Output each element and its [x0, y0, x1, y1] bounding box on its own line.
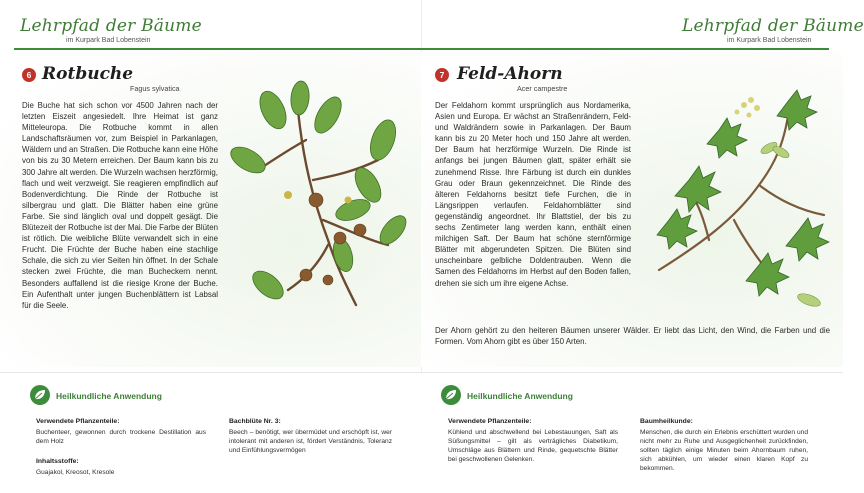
- tree-latin-name: Fagus sylvatica: [130, 84, 180, 93]
- tree-description: Die Buche hat sich schon vor 4500 Jahren nach der letzten Eiszeit angesiedelt. Ihre Heimat ist ganz Mitteleuropa. Die Rotbuche kommt in allen Landschaftsräumen vor, zum Beispiel in Parkanlagen, Wäldern und an Straßen. Die Rotbuche kann eine Höhe von bis zu 30 Metern erreichen. Der Baum kann bis zu 300 Jahre alt werden. Die Wurzeln wachsen herzförmig, flach und weit verzweigt. Sie reagieren empfindlich auf Bodenverdichtung. Die Rinde der Rotbuche ist silbergrau und glatt. Die Blätter haben eine grüne Farbe. Sie sind länglich oval und doppelt gesägt. Die Blütezeit der Rotbuche ist der Mai. Die Farbe der Blüten ist rötlich. Die weibliche Blüte verwandelt sich in eine Frucht. Die Früchte der Buche haben eine stachlige Schale, die sich zu vier Seiten hin öffnet. In der Schale stecken zwei Früchte, die man Bucheckern nennt. Besonders auffallend ist die riesige Krone der Buche. Ein Aufenthalt unter jungen Buchenblättern ist Labsal für die Seele.: [22, 101, 218, 310]
- heilkunde-col2-heading: Bachblüte Nr. 3:: [229, 418, 281, 425]
- header-title: Lehrpfad der Bäume: [20, 16, 202, 36]
- tree-name: Feld-Ahorn: [457, 64, 563, 84]
- heilkunde-title: Heilkundliche Anwendung: [467, 391, 573, 401]
- header-divider: [421, 48, 829, 50]
- heilkunde-col2-text: Menschen, die durch ein Erlebnis erschüttert wurden und nicht mehr zu Ruhe und Ausgeglichenheit zurückfinden, sollten täglich einige Minuten beim Ahornbaum ruhen, sich abkühlen, um wieder einen klaren Kopf zu bekommen.: [640, 429, 808, 473]
- header-subtitle: im Kurpark Bad Lobenstein: [727, 37, 812, 44]
- heilkunde-col1-text2: Guajakol, Kreosot, Kresole: [36, 469, 115, 476]
- heilkunde-col1-heading: Verwendete Pflanzenteile:: [36, 418, 120, 425]
- heilkunde-col1-text: Kühlend und abschwellend bei Lebestauungen, Saft als Süßungsmittel – gilt als verträgliches Diabetikum, Umschläge aus Blättern und Rinde, gequetschte Blätter bei geschwollenen Gelenken.: [448, 429, 618, 464]
- header-subtitle: im Kurpark Bad Lobenstein: [66, 37, 151, 44]
- heilkunde-col2-heading: Baumheilkunde:: [640, 418, 693, 425]
- tree-description-closing: Der Ahorn gehört zu den heiteren Bäumen unserer Wälder. Er liebt das Licht, den Wind, die Farben und die Formen. Vom Ahorn gibt es über 150 Arten.: [435, 326, 830, 347]
- heilkunde-title: Heilkundliche Anwendung: [56, 391, 162, 401]
- heilkunde-col1-text: Buchenteer, gewonnen durch trockene Destillation aus dem Holz: [36, 429, 206, 446]
- heilkunde-col1-heading2: Inhaltsstoffe:: [36, 458, 79, 465]
- beech-branch-illustration: [228, 80, 408, 310]
- leaf-in-circle-icon: [30, 385, 50, 405]
- tree-number-badge: 7: [435, 68, 449, 82]
- heilkunde-col2-text: Beech – benötigt, wer übermüdet und erschöpft ist, wer intolerant mit anderen ist, fördert Verständnis, Toleranz und Einfühlungsvermögen: [229, 429, 392, 455]
- tree-number-badge: 6: [22, 68, 36, 82]
- tree-name: Rotbuche: [42, 64, 134, 84]
- tree-description: Der Feldahorn kommt ursprünglich aus Nordamerika, Asien und Europa. Er wächst an Straßenrändern, Feld- und Waldrändern sowie in Parkanlagen. Der Baum kann bis zu 20 Meter hoch und 150 Jahre alt werden. Der Baum hat herzförmige Wurzeln. Die Rinde ist anfangs bei jungen Bäumen glatt, später erhält sie zunehmend Risse. Ihre Färbung ist durch ein dunkles Grau oder Braun gekennzeichnet. Die Rinde des älteren Feldahorns besitzt tiefe Furchen, die in Längsrippen verlaufen. Feldahornblätter sind gegenständig angeordnet. Ihr Blattstiel, der bis zu sechs Zentimeter lang werden kann, enthält einen milchigen Saft. Der Baum hat schöne sternförmige Blätter mit abgerundeten Spitzen. Die Blüten sind unscheinbare gelbliche Doldentrauben. Wenn die Samen des Feldahorns im Herbst auf den Boden fallen, drehen sie sich um ihre eigene Achse.: [435, 101, 631, 288]
- header-title: Lehrpfad der Bäume: [682, 16, 864, 36]
- leaf-in-circle-icon: [441, 385, 461, 405]
- maple-branch-illustration: [649, 70, 834, 310]
- right-panel: [421, 0, 864, 492]
- left-panel: [0, 0, 421, 492]
- tree-latin-name: Acer campestre: [517, 84, 568, 93]
- header-divider: [14, 48, 421, 50]
- heilkunde-col1-heading: Verwendete Pflanzenteile:: [448, 418, 532, 425]
